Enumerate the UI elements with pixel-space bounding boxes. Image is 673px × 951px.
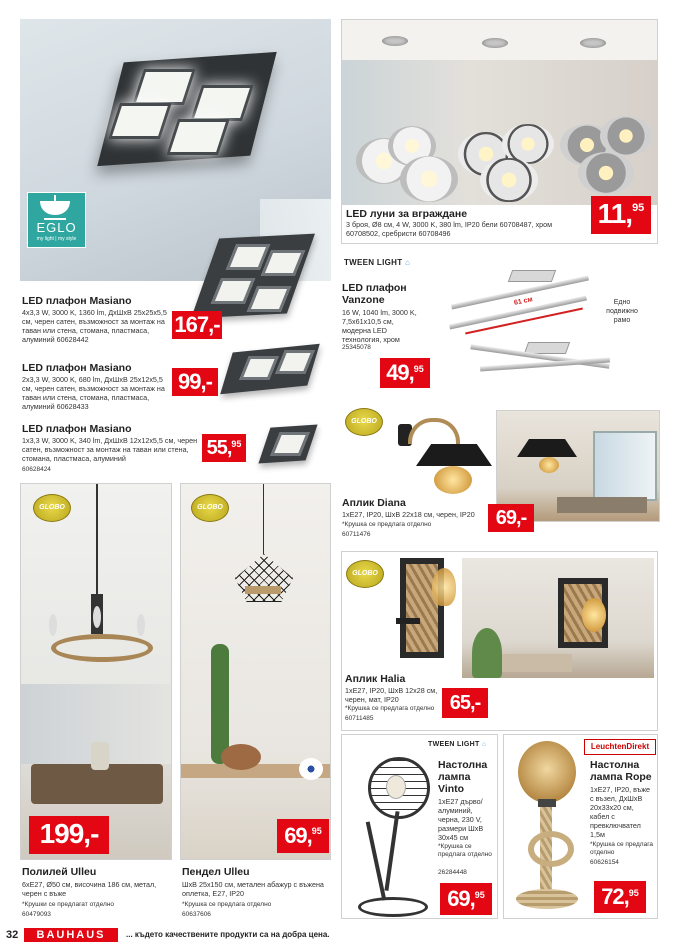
masiano4-price — [172, 311, 222, 339]
pendant-note: *Крушка се предлага отделно — [182, 901, 272, 908]
masiano2-price-main: 99,- — [178, 369, 212, 394]
vanzone-product-image — [430, 256, 610, 386]
halia-panel — [341, 551, 658, 731]
luni-desc: 3 броя, Ø8 см, 4 W, 3000 K, 380 lm, IP20 бели 60708487, хром 60708502, сребристи 60708496 — [346, 220, 553, 238]
pendant-title: Пендел Ulleu — [182, 866, 250, 878]
dimension-label: 61 см — [513, 296, 534, 307]
halia-code: 60711485 — [345, 715, 374, 722]
halia-product-image — [386, 558, 462, 670]
pendant-image — [181, 484, 331, 860]
luni-price-cents: 95 — [632, 202, 645, 214]
vinto-title: Настолна лампа Vinto — [438, 759, 488, 795]
eglo-tagline: my light | my style — [36, 236, 77, 242]
halia-note: *Крушка се предлага отделно — [345, 705, 435, 712]
house-icon: ⌂ — [404, 258, 411, 267]
ceiling-spot-2 — [482, 38, 508, 48]
chrome-spot-c — [480, 158, 538, 202]
masiano2-title: LED плафон Masiano — [22, 362, 132, 374]
chandelier-code: 60479093 — [22, 911, 51, 918]
masiano4-title: LED плафон Masiano — [22, 295, 132, 307]
masiano1-desc: 1x3,3 W, 3000 K, 340 lm, ДхШхВ 12x12x5,5 см, черен сатен, възможност за монтаж на таван или стена, стомана, пластмаса, алуминий — [22, 436, 198, 463]
white-spot-c — [400, 156, 458, 202]
eglo-wordmark: EGLO — [36, 220, 77, 235]
tween-light-text-vinto: TWEEN LIGHT — [428, 741, 480, 748]
house-icon: ⌂ — [481, 741, 487, 748]
vanzone-price — [380, 358, 430, 388]
luni-price — [591, 196, 651, 234]
diana-title: Аплик Diana — [342, 497, 406, 509]
chandelier-price-main: 199,- — [39, 818, 99, 849]
chandelier-title: Полилей Ulleu — [22, 866, 97, 878]
tween-light-logo-vanzone — [344, 258, 410, 267]
vanzone-title: LED плафон Vanzone — [342, 282, 407, 306]
vanzone-desc: 16 W, 1040 lm, 3000 K, 7,5x61x10,5 см, модерна LED технология, хром — [342, 308, 417, 344]
masiano4-price-main: 167,- — [174, 312, 220, 337]
pendant-price — [277, 819, 329, 853]
page-number: 32 — [6, 929, 19, 941]
chandelier-price — [29, 816, 109, 854]
rope-product-image — [510, 741, 584, 917]
halia-desc: 1xE27, IP20, ШхВ 12x28 см, черен, мат, IP20 — [345, 686, 438, 704]
masiano1-price-cents: 95 — [231, 439, 242, 449]
diana-desc: 1xE27, IP20, ШхВ 22x18 см, черен, IP20 — [342, 510, 475, 519]
masiano1-price — [202, 434, 246, 462]
masiano1-code: 60628424 — [22, 466, 51, 473]
tween-light-logo-vinto — [428, 741, 486, 748]
vanzone-rotate-note: Едно подвижно рамо — [606, 299, 638, 324]
masiano4-desc: 4x3,3 W, 3000 K, 1360 lm, ДхШхВ 25x25x5,5 см, черен сатен, възможност за монтаж на таван или стена, стомана, пластмаса, алуминий 60628442 — [22, 308, 167, 344]
vinto-product-image — [350, 751, 430, 917]
diana-note: *Крушка се предлага отделно — [342, 521, 432, 528]
vinto-price-cents: 95 — [474, 890, 485, 900]
chandelier-image — [21, 484, 172, 860]
vanzone-code: 25345078 — [342, 344, 371, 351]
rope-price-cents: 95 — [628, 888, 639, 898]
diana-product-image — [394, 414, 494, 496]
vanzone-price-main: 49, — [386, 360, 414, 385]
chandelier-desc: 6xE27, Ø50 см, височина 186 см, метал, черен с въже — [22, 880, 157, 898]
masiano2-price — [172, 368, 218, 396]
masiano1-price-main: 55, — [206, 437, 232, 459]
ceiling-spot-3 — [580, 38, 606, 48]
rope-desc: 1xE27, IP20, въже с възел, ДхШхВ 20x33x20 см, кабел с превключвател 1,5м — [590, 785, 651, 839]
chandelier-panel — [20, 483, 172, 860]
rope-note: *Крушка се предлага отделно — [590, 841, 654, 856]
halia-price — [442, 688, 488, 718]
bauhaus-wordmark: BAUHAUS — [36, 929, 106, 941]
luni-price-main: 11, — [597, 198, 633, 229]
globo-logo-diana: GLOBO — [345, 408, 383, 436]
masiano2-product-image — [214, 336, 324, 406]
halia-price-main: 65,- — [449, 692, 481, 714]
vinto-price-main: 69, — [447, 886, 475, 911]
masiano2-desc: 2x3,3 W, 3000 K, 680 lm, ДхШхВ 25x12x5,5 см, черен сатен, възможност за монтаж на таван или стена, стомана, пластмаса, алуминий 60628433 — [22, 375, 165, 411]
globo-logo-chandelier: GLOBO — [33, 494, 71, 522]
leuchten-logo — [584, 739, 656, 755]
pendant-code: 60637606 — [182, 911, 211, 918]
luni-panel — [341, 19, 658, 244]
vinto-panel — [341, 734, 498, 919]
luni-image — [342, 20, 658, 205]
leuchten-text: LeuchtenDirekt — [590, 742, 650, 751]
diana-price-main: 69,- — [495, 507, 527, 529]
vinto-price — [440, 883, 492, 915]
pendant-price-main: 69, — [284, 823, 312, 848]
vinto-code: 26284448 — [438, 869, 467, 876]
ceiling-spot-1 — [382, 36, 408, 46]
rope-panel — [503, 734, 658, 919]
vinto-note: *Крушка се предлага отделно — [438, 843, 492, 858]
globo-logo-halia: GLOBO — [346, 560, 384, 588]
masiano1-title: LED плафон Masiano — [22, 423, 132, 435]
diana-code: 60711476 — [342, 531, 371, 538]
rope-price-main: 72, — [601, 884, 629, 909]
chandelier-note: *Крушки се предлагат отделно — [22, 901, 114, 908]
rope-code: 60626154 — [590, 859, 619, 866]
diana-price — [488, 504, 534, 532]
silver-spot-b — [600, 116, 652, 156]
bauhaus-logo — [24, 928, 118, 942]
footer — [0, 927, 673, 947]
vanzone-price-cents: 95 — [413, 364, 424, 374]
rope-title: Настолна лампа Rope — [590, 759, 652, 783]
slogan: ... където качествените продукти са на добра цена. — [126, 930, 330, 939]
pendant-panel — [180, 483, 331, 860]
silver-spot-c — [578, 152, 634, 194]
rope-price — [594, 881, 646, 913]
masiano1-product-image — [255, 414, 325, 472]
halia-title: Аплик Halia — [345, 673, 406, 685]
luni-title: LED луни за вграждане — [346, 208, 468, 220]
pendant-price-cents: 95 — [311, 826, 322, 836]
vinto-desc: 1хE27 дърво/ алуминий, черна, 230 V, размери ШхВ 30x45 см — [438, 797, 484, 842]
halia-room-image — [462, 558, 654, 678]
globo-logo-pendant: GLOBO — [191, 494, 229, 522]
tween-light-text: TWEEN LIGHT — [344, 258, 403, 267]
pendant-desc: ШхВ 25x150 см, метален абажур с въжена оплетка, E27, IP20 — [182, 880, 324, 898]
eglo-logo — [27, 192, 86, 248]
